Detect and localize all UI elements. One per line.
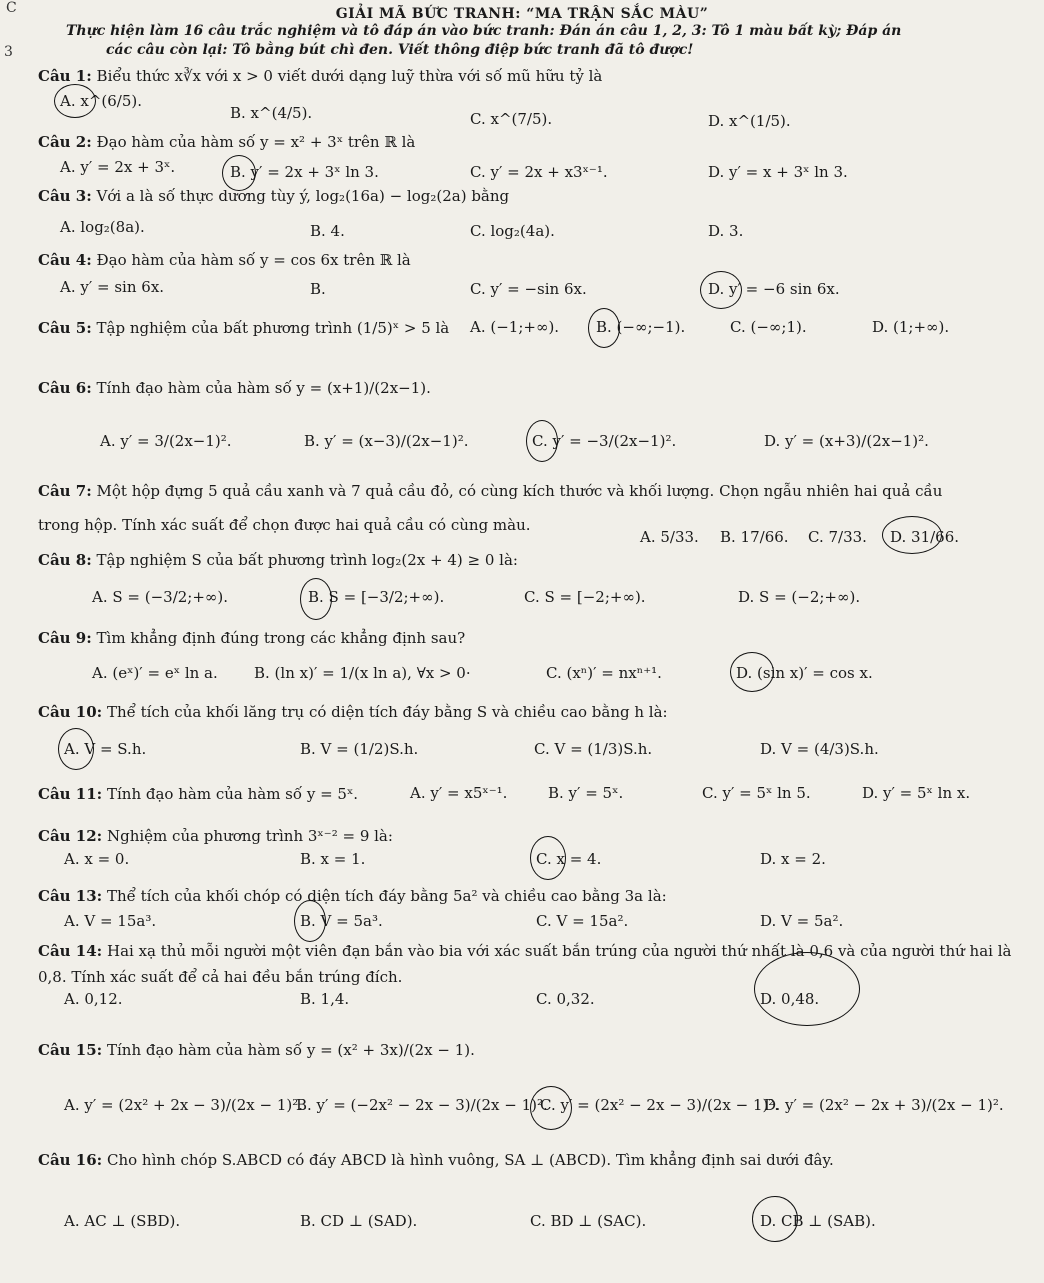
question-14 [38,938,1028,990]
question-2 [38,132,1028,152]
question-label: Câu 4: [38,251,92,269]
option-d[interactable]: D. 3. [708,222,744,240]
option-c[interactable]: C. x^(7/5). [470,110,553,128]
question-label: Câu 12: [38,827,103,845]
option-d[interactable]: D. 31/66. [890,528,960,546]
option-c[interactable]: C. S = [−2;+∞). [524,588,646,606]
question-label: Câu 16: [38,1151,103,1169]
question-stem: Tập nghiệm S của bất phương trình log₂(2x + 4) ≥ 0 là: [96,551,518,569]
question-12 [38,826,1028,846]
option-a[interactable]: A. y′ = 2x + 3ˣ. [60,158,176,176]
option-a[interactable]: A. S = (−3/2;+∞). [92,588,229,606]
option-b[interactable]: B. [310,280,326,298]
option-c[interactable]: C. (−∞;1). [730,318,807,336]
question-stem: Thể tích của khối lăng trụ có diện tích đáy bằng S và chiều cao bằng h là: [106,703,668,721]
question-label: Câu 15: [38,1041,103,1059]
option-b[interactable]: B. x^(4/5). [230,104,313,122]
question-stem: Tính đạo hàm của hàm số y = 5ˣ. [106,785,359,803]
option-a[interactable]: A. V = S.h. [64,740,147,758]
page-title: GIẢI MÃ BỨC TRANH: “MA TRẬN SẮC MÀU” [335,6,709,22]
option-a[interactable]: A. y′ = x5ˣ⁻¹. [410,784,508,802]
question-label: Câu 5: [38,319,92,337]
option-d[interactable]: D. y′ = (2x² − 2x + 3)/(2x − 1)². [764,1096,1004,1114]
option-b[interactable]: B. 17/66. [720,528,789,546]
question-16 [38,1150,1028,1170]
option-a[interactable]: A. y′ = (2x² + 2x − 3)/(2x − 1)². [64,1096,304,1114]
question-label: Câu 10: [38,703,103,721]
question-15 [38,1040,1028,1060]
option-b[interactable]: B. V = (1/2)S.h. [300,740,419,758]
option-a[interactable]: A. x = 0. [64,850,130,868]
option-d[interactable]: D. 0,48. [760,990,820,1008]
instructions [66,22,1026,60]
option-b[interactable]: B. (−∞;−1). [596,318,686,336]
option-d[interactable]: D. y′ = (x+3)/(2x−1)². [764,432,929,450]
option-d[interactable]: D. x^(1/5). [708,112,791,130]
option-b[interactable]: B. CD ⊥ (SAD). [300,1212,418,1230]
option-d[interactable]: D. (1;+∞). [872,318,950,336]
option-b[interactable]: B. 1,4. [300,990,350,1008]
option-b[interactable]: B. x = 1. [300,850,366,868]
question-label: Câu 1: [38,67,92,85]
question-label: Câu 8: [38,551,92,569]
option-c[interactable]: C. x = 4. [536,850,602,868]
option-d[interactable]: D. CB ⊥ (SAB). [760,1212,876,1230]
option-d[interactable]: D. V = 5a². [760,912,844,930]
question-stem: Cho hình chóp S.ABCD có đáy ABCD là hình vuông, SA ⊥ (ABCD). Tìm khẳng định sai dưới đây. [106,1151,834,1169]
question-stem: Đạo hàm của hàm số y = x² + 3ˣ trên ℝ là [96,133,416,151]
option-b[interactable]: B. y′ = 2x + 3ˣ ln 3. [230,163,379,181]
option-b[interactable]: B. V = 5a³. [300,912,383,930]
option-b[interactable]: B. y′ = (−2x² − 2x − 3)/(2x − 1)². [296,1096,548,1114]
question-label: Câu 7: [38,482,92,500]
option-c[interactable]: C. BD ⊥ (SAC). [530,1212,647,1230]
option-c[interactable]: C. 0,32. [536,990,595,1008]
question-9 [38,628,1028,648]
question-stem: Thể tích của khối chóp có diện tích đáy bằng 5a² và chiều cao bằng 3a là: [106,887,667,905]
option-b[interactable]: B. y′ = (x−3)/(2x−1)². [304,432,469,450]
margin-mark-side: 3 [4,44,13,60]
option-b[interactable]: B. y′ = 5ˣ. [548,784,624,802]
option-d[interactable]: D. (sin x)′ = cos x. [736,664,873,682]
question-10 [38,702,1028,722]
question-stem: Đạo hàm của hàm số y = cos 6x trên ℝ là [96,251,411,269]
question-label: Câu 14: [38,942,103,960]
option-c[interactable]: C. y′ = −3/(2x−1)². [532,432,677,450]
option-a[interactable]: A. log₂(8a). [60,218,145,236]
question-label: Câu 11: [38,785,103,803]
option-a[interactable]: A. y′ = 3/(2x−1)². [100,432,232,450]
question-4 [38,250,1028,270]
question-stem: Một hộp đựng 5 quả cầu xanh và 7 quả cầu đỏ, có cùng kích thước và khối lượng. Chọn ngẫu nhiên hai quả cầu trong hộp. Tính xác suất để chọn được hai quả cầu có cùng màu. [38,482,943,534]
option-a[interactable]: A. V = 15a³. [64,912,157,930]
option-a[interactable]: A. (−1;+∞). [470,318,560,336]
option-c[interactable]: C. y′ = (2x² − 2x − 3)/(2x − 1)². [540,1096,780,1114]
option-a[interactable]: A. x^(6/5). [60,92,143,110]
question-stem: Tính đạo hàm của hàm số y = (x² + 3x)/(2x − 1). [106,1041,475,1059]
option-c[interactable]: C. V = 15a². [536,912,629,930]
option-d[interactable]: D. S = (−2;+∞). [738,588,861,606]
question-label: Câu 3: [38,187,92,205]
instructions-line-2: các câu còn lại: Tô bằng bút chì đen. Viết thông điệp bức tranh đã tô được! [106,42,694,58]
option-c[interactable]: C. 7/33. [808,528,867,546]
question-label: Câu 2: [38,133,92,151]
question-1 [38,66,1028,86]
question-stem: Tập nghiệm của bất phương trình (1/5)ˣ > 5 là [96,319,450,337]
question-stem: Với a là số thực dương tùy ý, log₂(16a) − log₂(2a) bằng [96,187,510,205]
option-c[interactable]: C. V = (1/3)S.h. [534,740,653,758]
option-b[interactable]: B. S = [−3/2;+∞). [308,588,445,606]
question-label: Câu 13: [38,887,103,905]
option-d[interactable]: D. y′ = −6 sin 6x. [708,280,840,298]
question-6 [38,378,1028,398]
option-a[interactable]: A. y′ = sin 6x. [60,278,165,296]
option-c[interactable]: C. y′ = 5ˣ ln 5. [702,784,811,802]
question-label: Câu 9: [38,629,92,647]
instructions-line-1: Thực hiện làm 16 câu trắc nghiệm và tô đáp án vào bức tranh: Đán án câu 1, 2, 3: Tô 1 màu bất kỳ; Đáp án [66,23,902,39]
option-a[interactable]: A. (eˣ)′ = eˣ ln a. [92,664,218,682]
question-stem: Tính đạo hàm của hàm số y = (x+1)/(2x−1). [96,379,431,397]
option-d[interactable]: D. V = (4/3)S.h. [760,740,879,758]
option-a[interactable]: A. 5/33. [640,528,699,546]
question-3 [38,186,1028,206]
question-stem: Tìm khẳng định đúng trong các khẳng định sau? [96,629,466,647]
question-stem: Nghiệm của phương trình 3ˣ⁻² = 9 là: [106,827,393,845]
question-label: Câu 6: [38,379,92,397]
option-a[interactable]: A. AC ⊥ (SBD). [64,1212,181,1230]
option-c[interactable]: C. log₂(4a). [470,222,555,240]
option-d[interactable]: D. x = 2. [760,850,826,868]
question-13 [38,886,1028,906]
option-d[interactable]: D. y′ = x + 3ˣ ln 3. [708,163,848,181]
option-c[interactable]: C. (xⁿ)′ = nxⁿ⁺¹. [546,664,662,682]
question-stem: Hai xạ thủ mỗi người một viên đạn bắn vào bia với xác suất bắn trúng của người thứ nhất là 0,6 và của người thứ hai là 0,8. Tính xác suất để cả hai đều bắn trúng đích. [38,942,1012,986]
margin-mark-top: C [6,0,17,16]
option-d[interactable]: D. y′ = 5ˣ ln x. [862,784,971,802]
option-c[interactable]: C. y′ = −sin 6x. [470,280,587,298]
question-8 [38,550,1028,570]
option-b[interactable]: B. 4. [310,222,345,240]
question-stem: Biểu thức x∛x với x > 0 viết dưới dạng luỹ thừa với số mũ hữu tỷ là [96,67,603,85]
option-b[interactable]: B. (ln x)′ = 1/(x ln a), ∀x > 0· [254,664,471,682]
option-a[interactable]: A. 0,12. [64,990,123,1008]
option-c[interactable]: C. y′ = 2x + x3ˣ⁻¹. [470,163,608,181]
